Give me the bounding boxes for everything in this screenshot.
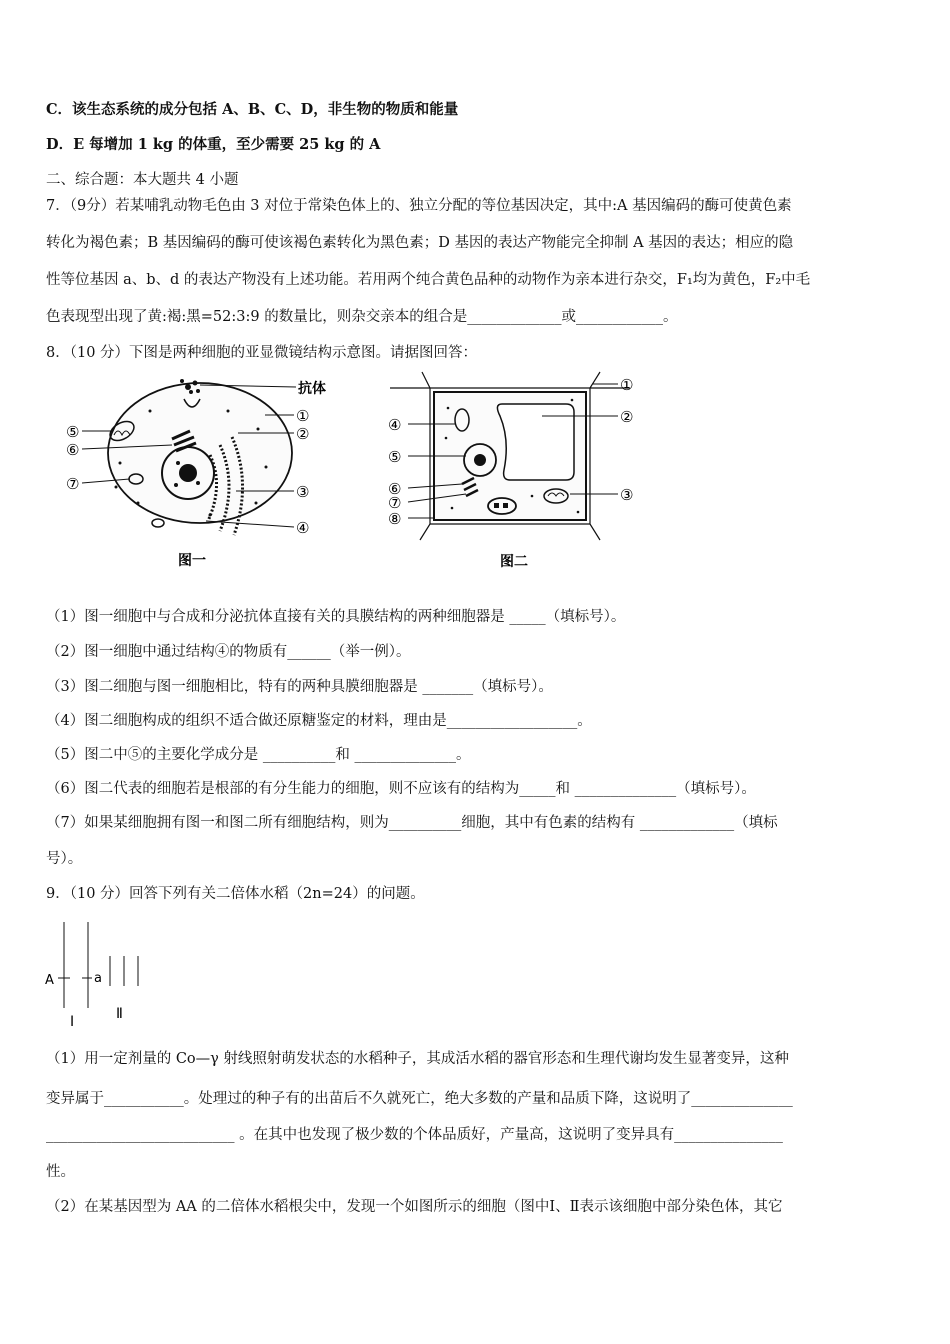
cell-membrane — [108, 383, 292, 523]
q7-line-3: 性等位基因 a、b、d 的表达产物没有上述功能。若用两个纯合黄色品种的动物作为亲本进行杂交，F₁均为黄色，F₂中毛 — [46, 272, 811, 288]
fig1-label-2: ② — [296, 425, 310, 443]
q8-sub-5: （5）图二中⑤的主要化学成分是 __________和 ______________。 — [46, 747, 471, 763]
fig2-label-4: ④ — [388, 416, 402, 434]
chromosome-group-2-label: Ⅱ — [116, 1006, 123, 1022]
fig2-label-7: ⑦ — [388, 494, 402, 512]
q9-stem: 9．（10 分）回答下列有关二倍体水稻（2n=24）的问题。 — [46, 886, 425, 902]
fig1-label-6: ⑥ — [66, 441, 80, 459]
q8-sub-3: （3）图二细胞与图一细胞相比，特有的两种具膜细胞器是 _______（填标号）。 — [46, 679, 553, 695]
q8-sub-7-line-1: （7）如果某细胞拥有图一和图二所有细胞结构，则为__________细胞，其中有色素的结构有 _____________（填标 — [46, 815, 778, 831]
fig2-label-3: ③ — [620, 486, 634, 504]
section-heading: 二、综合题：本大题共 4 小题 — [46, 172, 239, 188]
figure-1-animal-cell — [60, 375, 360, 575]
q9-sub-1-line-2: 变异属于___________。处理过的种子有的出苗后不久就死亡，绝大多数的产量和品质下降，这说明了______________ — [46, 1091, 793, 1107]
fig1-label-3: ③ — [296, 483, 310, 501]
q9-sub-1-line-3: __________________________ 。在其中也发现了极少数的个体品质好，产量高，这说明了变异具有_______________ — [46, 1127, 783, 1143]
fig1-label-5: ⑤ — [66, 423, 80, 441]
fig2-label-8: ⑧ — [388, 510, 402, 528]
q7-line-2: 转化为褐色素；B 基因编码的酶可使该褐色素转化为黑色素；D 基因的表达产物能完全抑制 A 基因的表达；相应的隐 — [46, 235, 794, 251]
q8-sub-6: （6）图二代表的细胞若是根部的有分生能力的细胞，则不应该有的结构为_____和 ______________（填标号）。 — [46, 781, 756, 797]
figure-2-caption: 图二 — [500, 554, 528, 570]
q9-sub-2-line-1: （2）在某基因型为 AA 的二倍体水稻根尖中，发现一个如图所示的细胞（图中Ⅰ、Ⅱ表示该细胞中部分染色体，其它 — [46, 1199, 783, 1215]
q8-sub-2: （2）图一细胞中通过结构④的物质有______（举一例）。 — [46, 644, 411, 660]
q7-line-4: 色表现型出现了黄:褐:黑=52:3:9 的数量比，则杂交亲本的组合是_____________或____________。 — [46, 309, 678, 325]
vacuole — [497, 404, 574, 480]
figure-1-caption: 图一 — [178, 553, 206, 569]
fig2-label-5: ⑤ — [388, 448, 402, 466]
figure-2-plant-cell — [382, 368, 662, 578]
fig1-label-4: ④ — [296, 519, 310, 537]
figure-chromosomes — [40, 918, 160, 1033]
fig1-label-1: ① — [296, 407, 310, 425]
q9-sub-1-line-1: （1）用一定剂量的 Co—γ 射线照射萌发状态的水稻种子，其成活水稻的器官形态和生理代谢均发生显著变异，这种 — [46, 1051, 789, 1067]
chromosome-group-1-label: Ⅰ — [70, 1014, 75, 1030]
option-d: D．E 每增加 1 kg 的体重，至少需要 25 kg 的 A — [46, 136, 381, 153]
antibody-label: 抗体 — [298, 381, 326, 397]
q8-sub-4: （4）图二细胞构成的组织不适合做还原糖鉴定的材料，理由是__________________。 — [46, 713, 592, 729]
fig2-label-2: ② — [620, 408, 634, 426]
allele-a-label: a — [94, 971, 102, 986]
q9-sub-1-line-4: 性。 — [46, 1164, 75, 1180]
q8-sub-1: （1）图一细胞中与合成和分泌抗体直接有关的具膜结构的两种细胞器是 _____（填标号）。 — [46, 609, 626, 625]
allele-A-label: A — [45, 973, 54, 988]
fig2-label-6: ⑥ — [388, 480, 402, 498]
q8-sub-7-line-2: 号）。 — [46, 851, 83, 867]
q8-stem: 8．（10 分）下图是两种细胞的亚显微镜结构示意图。请据图回答： — [46, 345, 478, 361]
option-c: C．该生态系统的成分包括 A、B、C、D，非生物的物质和能量 — [46, 101, 459, 118]
fig1-label-7: ⑦ — [66, 475, 80, 493]
q7-line-1: 7．（9分）若某哺乳动物毛色由 3 对位于常染色体上的、独立分配的等位基因决定，其中:A 基因编码的酶可使黄色素 — [46, 198, 792, 214]
fig2-label-1: ① — [620, 376, 634, 394]
